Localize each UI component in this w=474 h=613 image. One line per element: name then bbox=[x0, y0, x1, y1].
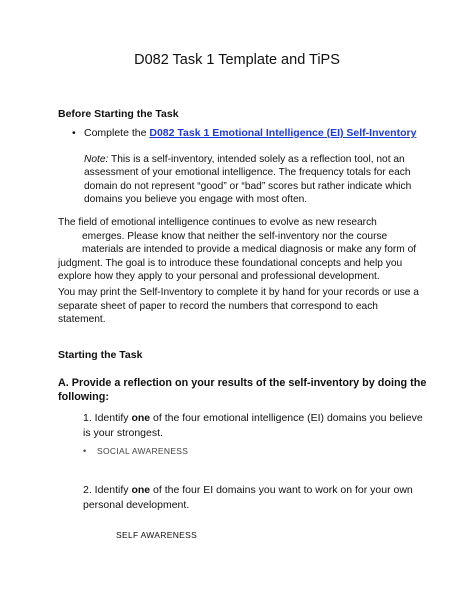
note-text: This is a self-inventory, intended solely as a reflection tool, not an assessment of your emotional intelligence. The frequency totals for each domain do not represent “good” or “bad” scores but rather indicate which domains you believe you engage with most often. bbox=[84, 154, 412, 205]
note-paragraph bbox=[84, 153, 424, 206]
paragraph1-rest: judgment. The goal is to introduce these foundational concepts and help you explore how they apply to your personal and professional development. bbox=[58, 257, 403, 282]
question-1-emphasis: one bbox=[131, 412, 151, 424]
inventory-bullet bbox=[72, 127, 416, 139]
note-label: Note: bbox=[84, 154, 109, 165]
answer-1-text: SOCIAL AWARENESS bbox=[97, 446, 189, 456]
document-title: D082 Task 1 Template and TiPS bbox=[134, 52, 340, 68]
self-inventory-link[interactable]: D082 Task 1 Emotional Intelligence (EI) Self-Inventory bbox=[149, 127, 417, 139]
question-2-pre: 2. Identify bbox=[83, 484, 132, 496]
question-1-post: of the four emotional intelligence (EI) domains you believe is your strongest. bbox=[83, 412, 423, 439]
question-2 bbox=[83, 483, 423, 513]
starting-task-heading: Starting the Task bbox=[58, 349, 143, 361]
question-1-pre: 1. Identify bbox=[83, 412, 132, 424]
emotional-intelligence-paragraph bbox=[58, 216, 428, 284]
question-2-post: of the four EI domains you want to work on for your own personal development. bbox=[83, 484, 413, 511]
answer-2: SELF AWARENESS bbox=[116, 530, 198, 540]
bullet-symbol: • bbox=[72, 127, 76, 139]
paragraph1-line1: The field of emotional intelligence continues to evolve as new research bbox=[58, 217, 377, 228]
section-a-prompt: A. Provide a reflection on your results of the self-inventory by doing the following: bbox=[58, 377, 427, 403]
paragraph1-line2: emerges. Please know that neither the self-inventory nor the course bbox=[82, 230, 388, 242]
bullet-lead-text: Complete the bbox=[84, 127, 150, 139]
question-1 bbox=[83, 411, 423, 441]
answer-1-bullet: • bbox=[83, 446, 87, 456]
paragraph1-line3: materials are intended to provide a medical diagnosis or make any form of bbox=[82, 244, 417, 255]
print-instructions-paragraph: You may print the Self-Inventory to complete it by hand for your records or use a separate sheet of paper to record the numbers that correspond to each statement. bbox=[58, 287, 419, 325]
before-starting-heading: Before Starting the Task bbox=[58, 108, 179, 120]
answer-1 bbox=[83, 446, 188, 456]
question-2-emphasis: one bbox=[131, 484, 151, 496]
